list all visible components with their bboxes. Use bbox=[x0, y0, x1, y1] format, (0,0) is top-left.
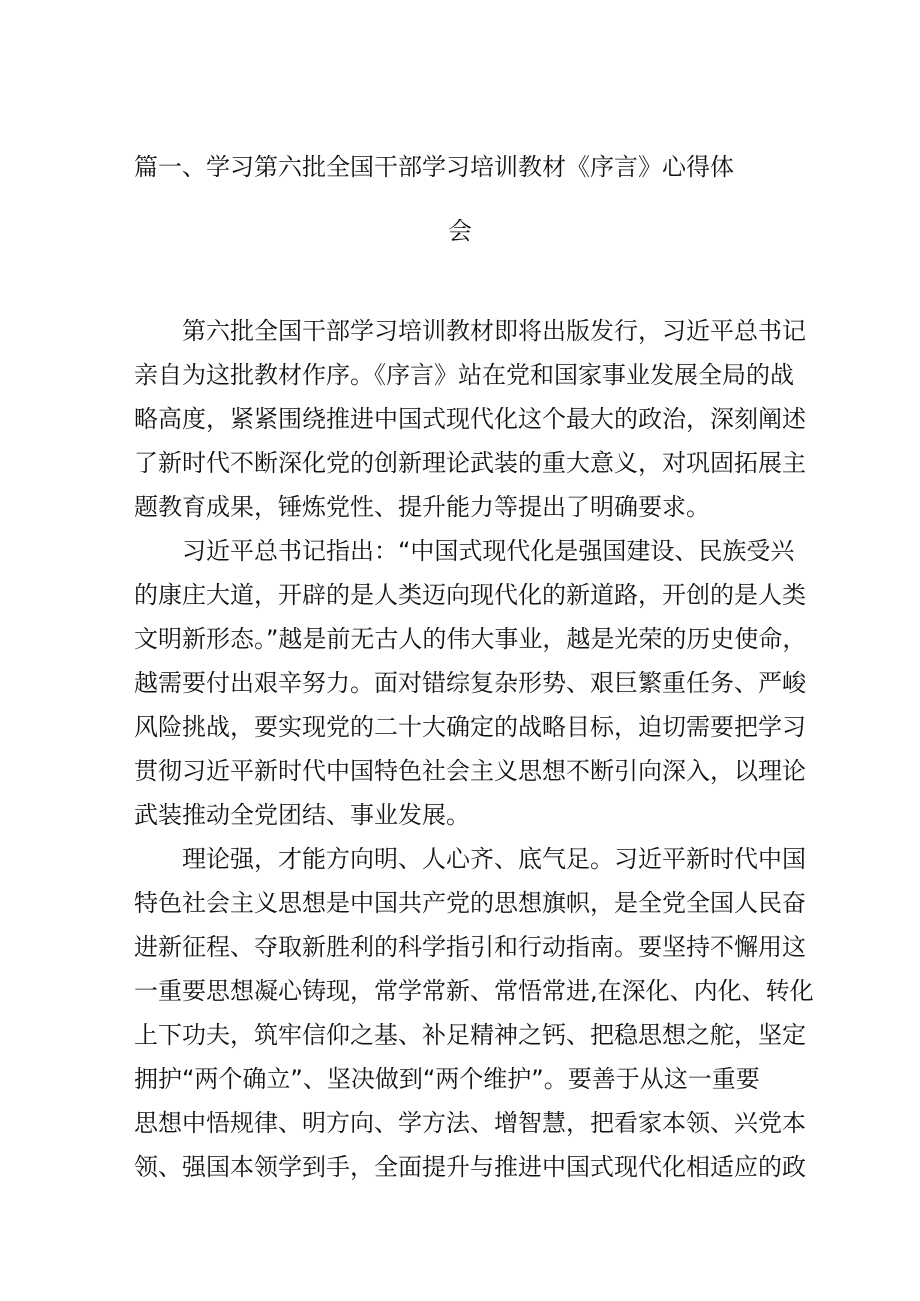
document-title-line-1: 篇一、学习第六批全国干部学习培训教材《序言》心得体 bbox=[134, 153, 734, 181]
paragraph-3-line-7: 思想中悟规律、明方向、学方法、增智慧，把看家本领、兴党本 bbox=[134, 1109, 806, 1137]
paragraph-2-line-6: 贯彻习近平新时代中国特色社会主义思想不断引向深入，以理论 bbox=[134, 757, 806, 785]
paragraph-2-line-4: 越需要付出艰辛努力。面对错综复杂形势、艰巨繁重任务、严峻 bbox=[134, 669, 806, 697]
paragraph-1-line-1: 第六批全国干部学习培训教材即将出版发行，习近平总书记 bbox=[182, 317, 806, 345]
paragraph-2-line-1: 习近平总书记指出：“中国式现代化是强国建设、民族受兴 bbox=[182, 537, 795, 565]
paragraph-3-line-3: 进新征程、夺取新胜利的科学指引和行动指南。要坚持不懈用这 bbox=[134, 933, 806, 961]
paragraph-3-line-2: 特色社会主义思想是中国共产党的思想旗帜，是全党全国人民奋 bbox=[134, 889, 806, 917]
paragraph-3-line-8: 领、强国本领学到手，全面提升与推进中国式现代化相适应的政 bbox=[134, 1153, 806, 1181]
paragraph-1-line-4: 了新时代不断深化党的创新理论武装的重大意义，对巩固拓展主 bbox=[134, 449, 806, 477]
paragraph-3-line-5: 上下功夫，筑牢信仰之基、补足精神之钙、把稳思想之舵，坚定 bbox=[134, 1021, 806, 1049]
paragraph-1-line-2: 亲自为这批教材作序。《序言》站在党和国家事业发展全局的战 bbox=[134, 361, 794, 389]
paragraph-2-line-5: 风险挑战，要实现党的二十大确定的战略目标，迫切需要把学习 bbox=[134, 713, 806, 741]
paragraph-2-line-2: 的康庄大道，开辟的是人类迈向现代化的新道路，开创的是人类 bbox=[134, 581, 806, 609]
paragraph-3-line-6: 拥护“两个确立”、坚决做到“两个维护”。要善于从这一重要 bbox=[134, 1065, 760, 1093]
paragraph-3-line-4: 一重要思想凝心铸现，常学常新、常悟常进,在深化、内化、转化 bbox=[134, 977, 814, 1005]
paragraph-2-line-7: 武装推动全党团结、事业发展。 bbox=[134, 801, 470, 829]
paragraph-2-line-3: 文明新形态。”越是前无古人的伟大事业，越是光荣的历史使命， bbox=[134, 625, 807, 653]
document-title-line-2: 会 bbox=[448, 217, 472, 245]
paragraph-3-line-1: 理论强，才能方向明、人心齐、底气足。习近平新时代中国 bbox=[182, 845, 806, 873]
paragraph-1-line-5: 题教育成果，锤炼党性、提升能力等提出了明确要求。 bbox=[134, 493, 710, 521]
paragraph-1-line-3: 略高度，紧紧围绕推进中国式现代化这个最大的政治，深刻阐述 bbox=[134, 405, 806, 433]
